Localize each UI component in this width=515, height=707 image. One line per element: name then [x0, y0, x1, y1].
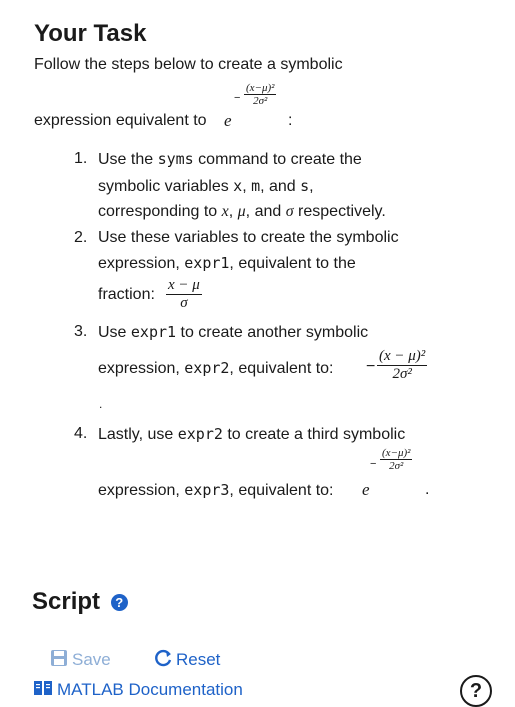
- script-title: [32, 588, 128, 616]
- task-intro-line1: Follow the steps below to create a symbolic: [34, 56, 343, 73]
- step3-number: 3.: [74, 323, 88, 340]
- step4-exp-base: e: [362, 480, 370, 499]
- step4-exp-fraction: [380, 447, 412, 472]
- save-button[interactable]: [50, 649, 111, 672]
- text: expression,: [98, 482, 185, 499]
- text: ,: [309, 178, 314, 195]
- intro-exp-minus: −: [234, 92, 241, 104]
- step3-dot: .: [99, 397, 103, 411]
- book-icon: [34, 680, 52, 701]
- step1-line2: [98, 177, 314, 196]
- code-expr1: expr1: [130, 323, 177, 341]
- intro-exp-fraction: [244, 82, 276, 107]
- step2-number: 2.: [74, 229, 88, 246]
- step4-number: 4.: [74, 425, 88, 442]
- text: , and: [245, 203, 286, 220]
- task-intro-line2: [34, 112, 207, 130]
- text: Lastly, use: [98, 426, 178, 443]
- step4-numerator: (x−μ)²: [382, 447, 411, 459]
- step3-fraction: [377, 348, 427, 383]
- step2-line2: [98, 254, 356, 273]
- step2-line1: Use these variables to create the symbolic: [98, 229, 399, 246]
- task-title: Your Task: [34, 20, 147, 47]
- step3-negation: −: [366, 358, 376, 375]
- math-mu: μ: [237, 203, 246, 220]
- intro-exp-base: e: [224, 111, 232, 130]
- code-expr1: expr1: [184, 254, 230, 272]
- step1-number: 1.: [74, 150, 88, 167]
- code-s: s: [300, 177, 310, 195]
- code-m: m: [251, 177, 261, 195]
- code-expr2: expr2: [177, 425, 223, 443]
- code-expr3: expr3: [184, 481, 230, 499]
- text: corresponding to: [98, 203, 222, 220]
- text: , equivalent to the: [229, 255, 356, 272]
- help-button[interactable]: ?: [460, 675, 492, 707]
- step2-line3: fraction:: [98, 286, 155, 303]
- save-icon: [50, 649, 68, 672]
- step4-exp-minus: −: [370, 458, 377, 470]
- intro-text: expression equivalent to: [34, 112, 207, 129]
- reset-icon: [155, 649, 173, 672]
- text: command to create the: [193, 151, 362, 168]
- step2-fraction: [166, 277, 202, 312]
- save-label: Save: [72, 649, 111, 669]
- text: , equivalent to:: [229, 482, 334, 499]
- reset-label: Reset: [176, 649, 221, 669]
- step4-denominator: 2σ²: [389, 460, 404, 472]
- step3-line2: [98, 359, 334, 378]
- step1-line3: [98, 203, 386, 221]
- step3-denominator: 2σ²: [392, 366, 412, 382]
- text: expression,: [98, 360, 185, 377]
- text: symbolic variables: [98, 178, 234, 195]
- intro-colon: :: [288, 112, 293, 129]
- script-title-text: Script: [32, 588, 101, 615]
- text: ,: [242, 178, 252, 195]
- text: , equivalent to:: [229, 360, 334, 377]
- text: Use the: [98, 151, 158, 168]
- text: to create another symbolic: [176, 324, 369, 341]
- step3-numerator: (x − μ)²: [379, 348, 426, 364]
- text: ,: [228, 203, 238, 220]
- step4-line2: [98, 481, 334, 500]
- help-icon[interactable]: ?: [111, 594, 128, 611]
- step2-denominator: σ: [180, 295, 188, 311]
- step2-numerator: x − μ: [168, 277, 200, 293]
- math-x: x: [221, 203, 229, 220]
- intro-exp-numerator: (x−μ)²: [246, 82, 275, 94]
- code-x: x: [233, 177, 243, 195]
- step4-end: .: [425, 481, 430, 498]
- text: Use: [98, 324, 131, 341]
- code-syms: syms: [157, 150, 194, 168]
- step4-line1: [98, 425, 405, 444]
- text: expression,: [98, 255, 185, 272]
- step3-line1: [98, 323, 368, 342]
- code-expr2: expr2: [184, 359, 230, 377]
- text: , and: [260, 178, 301, 195]
- doc-label: MATLAB Documentation: [57, 680, 243, 699]
- math-sigma: σ: [285, 203, 294, 220]
- text: respectively.: [293, 203, 386, 220]
- text: to create a third symbolic: [222, 426, 406, 443]
- step1-line1: [98, 150, 362, 169]
- matlab-documentation-link[interactable]: [34, 680, 243, 701]
- reset-button[interactable]: [155, 649, 220, 672]
- intro-exp-denominator: 2σ²: [253, 95, 268, 107]
